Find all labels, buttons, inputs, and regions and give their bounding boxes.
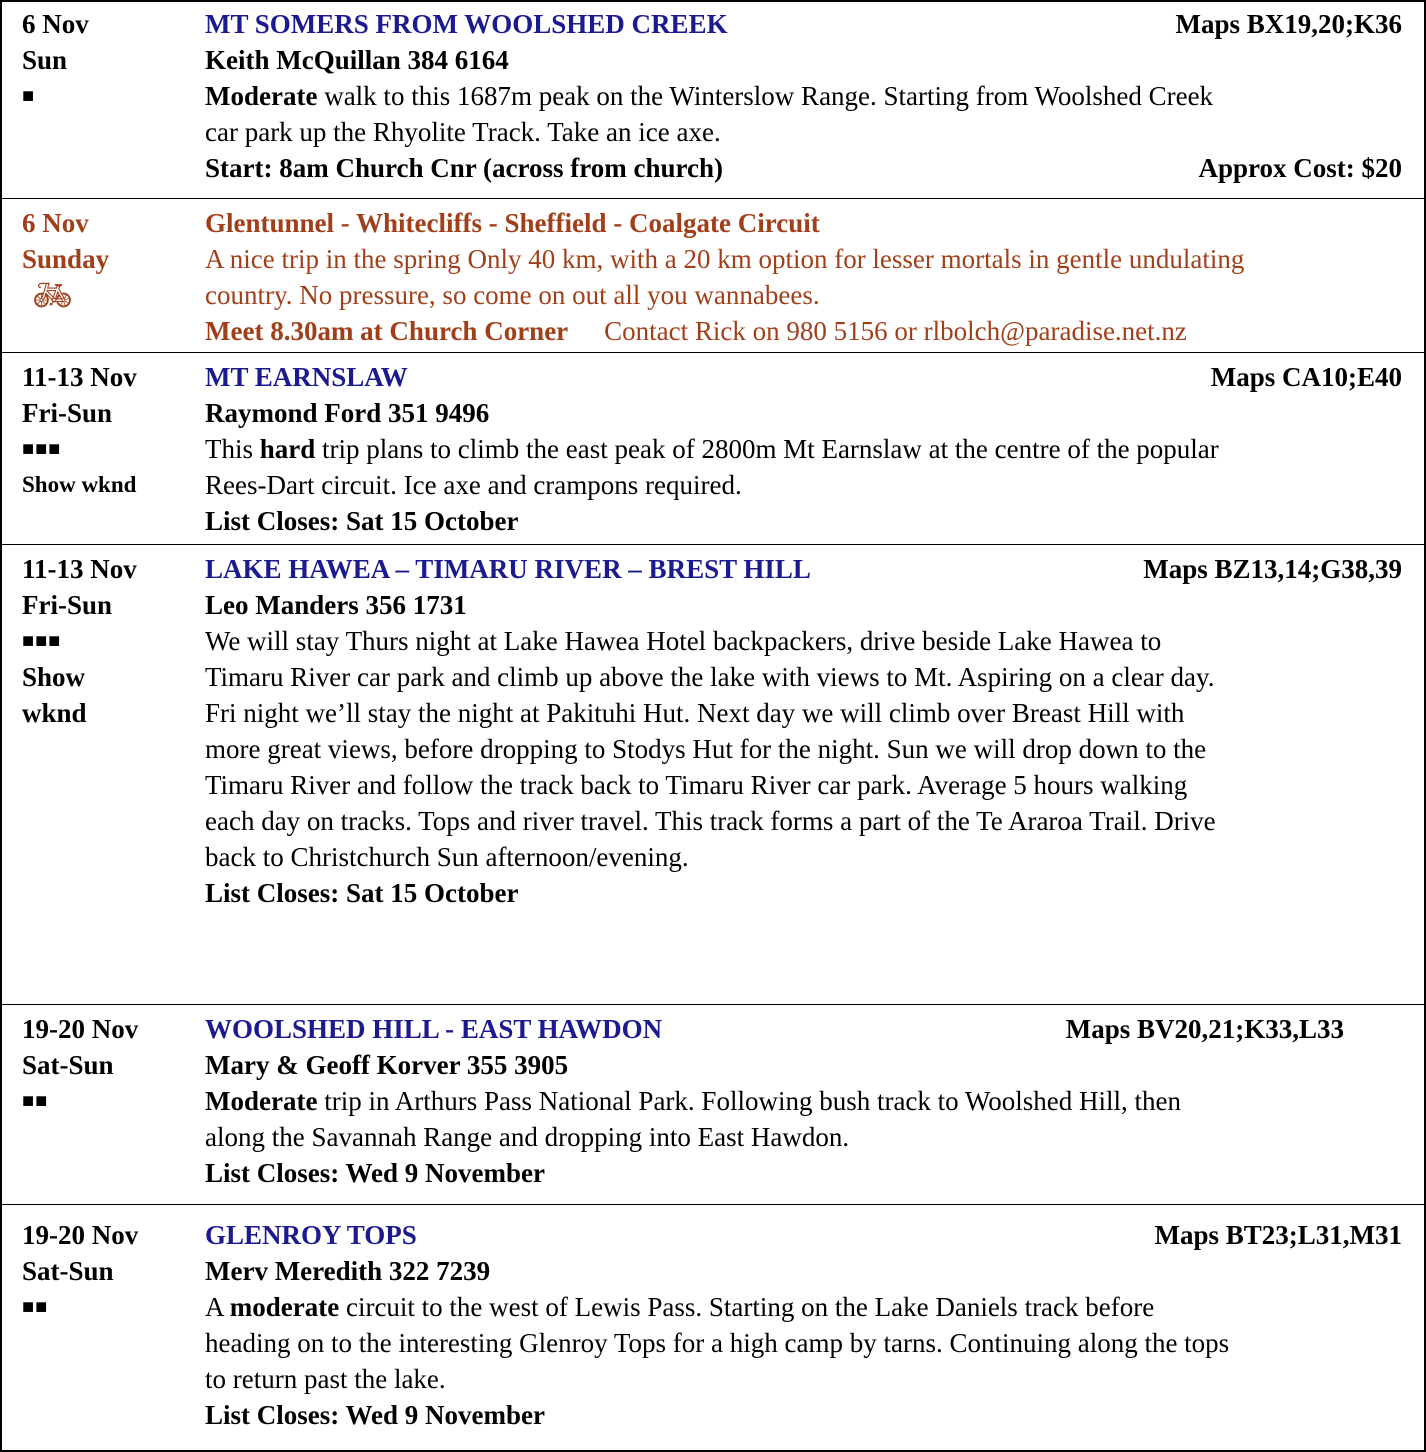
trip-date: 19-20 Nov xyxy=(22,1014,139,1044)
trip-leader: Merv Meredith 322 7239 xyxy=(205,1256,491,1286)
trip-description-line: heading on to the interesting Glenroy Tops for a high camp by tarns. Continuing along the tops xyxy=(205,1328,1230,1358)
trip-description-line: each day on tracks. Tops and river travel. This track forms a part of the Te Araroa Trail. Drive xyxy=(205,806,1216,836)
trip-meet: Meet 8.30am at Church Corner xyxy=(205,316,569,346)
desc-text: trip plans to climb the east peak of 2800m Mt Earnslaw at the centre of the popular xyxy=(315,434,1219,464)
trip-description-line: We will stay Thurs night at Lake Hawea Hotel backpackers, drive beside Lake Hawea to xyxy=(205,626,1162,656)
grade-word: Moderate xyxy=(205,1086,318,1116)
trip-description-line: back to Christchurch Sun afternoon/evening. xyxy=(205,842,689,872)
trip-title: Glentunnel - Whitecliffs - Sheffield - Coalgate Circuit xyxy=(205,208,820,238)
trip-note: Show xyxy=(22,662,86,692)
trip-description-line: Rees-Dart circuit. Ice axe and crampons required. xyxy=(205,470,742,500)
trip-note: wknd xyxy=(22,698,87,728)
grade-word: Moderate xyxy=(205,81,318,111)
trip-maps: Maps BV20,21;K33,L33 xyxy=(1065,1014,1344,1044)
trip-entry-lake-hawea xyxy=(2,544,1424,911)
trip-list-closes: List Closes: Wed 9 November xyxy=(205,1158,545,1188)
trip-meet-line xyxy=(205,313,1406,349)
trip-description-line xyxy=(205,1083,1406,1119)
trip-title: WOOLSHED HILL - EAST HAWDON xyxy=(205,1014,663,1044)
trip-list-closes: List Closes: Wed 9 November xyxy=(205,1400,545,1430)
desc-text: walk to this 1687m peak on the Winterslow Range. Starting from Woolshed Creek xyxy=(317,81,1214,111)
trip-list-closes: List Closes: Sat 15 October xyxy=(205,506,519,536)
trip-day: Fri-Sun xyxy=(22,590,113,620)
trip-day: Sat-Sun xyxy=(22,1256,114,1286)
trip-grade: ■ xyxy=(22,85,36,107)
trip-note: Show wknd xyxy=(22,472,137,497)
trip-grade: ■■ xyxy=(22,1296,49,1318)
trip-maps: Maps BX19,20;K36 xyxy=(1175,9,1402,39)
trip-day: Sat-Sun xyxy=(22,1050,114,1080)
trip-entry-cycle-circuit xyxy=(2,198,1424,349)
trip-date: 19-20 Nov xyxy=(22,1220,139,1250)
trip-contact: Contact Rick on 980 5156 or rlbolch@paradise.net.nz xyxy=(604,316,1187,346)
trip-title: MT EARNSLAW xyxy=(205,362,408,392)
trip-grade: ■■ xyxy=(22,1090,49,1112)
trip-description-line xyxy=(205,78,1406,114)
trip-description-line: A nice trip in the spring Only 40 km, with a 20 km option for lesser mortals in gentle undulating xyxy=(205,244,1245,274)
trip-entry-glenroy-tops xyxy=(2,1204,1424,1433)
trip-description-line: Timaru River car park and climb up above the lake with views to Mt. Aspiring on a clear day. xyxy=(205,662,1215,692)
trip-date: 11-13 Nov xyxy=(22,362,137,392)
trip-entry-woolshed-hill xyxy=(2,1004,1424,1191)
trip-leader: Leo Manders 356 1731 xyxy=(205,590,467,620)
trip-title: GLENROY TOPS xyxy=(205,1220,417,1250)
desc-text: This xyxy=(205,434,260,464)
trip-day: Sun xyxy=(22,45,68,75)
trip-description-line: country. No pressure, so come on out all you wannabees. xyxy=(205,280,820,310)
trip-entry-mt-earnslaw xyxy=(2,352,1424,539)
desc-text: A xyxy=(205,1292,230,1322)
trip-description-line: Timaru River and follow the track back to Timaru River car park. Average 5 hours walking xyxy=(205,770,1188,800)
trip-cost: Approx Cost: $20 xyxy=(1198,153,1402,183)
trip-list-closes: List Closes: Sat 15 October xyxy=(205,878,519,908)
trip-title: LAKE HAWEA – TIMARU RIVER – BREST HILL xyxy=(205,554,811,584)
trip-description-line: Fri night we’ll stay the night at Pakituhi Hut. Next day we will climb over Breast Hill with xyxy=(205,698,1185,728)
trip-day: Sunday xyxy=(22,244,110,274)
desc-text: circuit to the west of Lewis Pass. Starting on the Lake Daniels track before xyxy=(339,1292,1155,1322)
trip-date: 6 Nov xyxy=(22,208,89,238)
trip-description-line: to return past the lake. xyxy=(205,1364,446,1394)
trip-description-line xyxy=(205,1289,1406,1325)
trip-maps: Maps CA10;E40 xyxy=(1210,362,1402,392)
trip-description-line: more great views, before dropping to Stodys Hut for the night. Sun we will drop down to the xyxy=(205,734,1207,764)
trip-leader: Mary & Geoff Korver 355 3905 xyxy=(205,1050,569,1080)
trip-grade: ■■■ xyxy=(22,438,62,460)
trip-day: Fri-Sun xyxy=(22,398,113,428)
desc-text: trip in Arthurs Pass National Park. Following bush track to Woolshed Hill, then xyxy=(317,1086,1181,1116)
grade-word: moderate xyxy=(229,1292,340,1322)
trip-leader: Raymond Ford 351 9496 xyxy=(205,398,490,428)
trip-maps: Maps BT23;L31,M31 xyxy=(1154,1220,1402,1250)
trip-description-line xyxy=(205,431,1406,467)
trip-date: 6 Nov xyxy=(22,9,89,39)
trip-title: MT SOMERS FROM WOOLSHED CREEK xyxy=(205,9,728,39)
bicycle-icon: 🚲︎ xyxy=(32,277,73,313)
trip-leader: Keith McQuillan 384 6164 xyxy=(205,45,509,75)
trip-grade: ■■■ xyxy=(22,630,62,652)
trip-maps: Maps BZ13,14;G38,39 xyxy=(1143,554,1402,584)
trip-start: Start: 8am Church Cnr (across from church) xyxy=(205,153,723,183)
trip-description-line: car park up the Rhyolite Track. Take an ice axe. xyxy=(205,117,721,147)
grade-word: hard xyxy=(259,434,316,464)
trip-description-line: along the Savannah Range and dropping into East Hawdon. xyxy=(205,1122,850,1152)
trip-entry-mt-somers xyxy=(2,6,1424,186)
trip-date: 11-13 Nov xyxy=(22,554,137,584)
